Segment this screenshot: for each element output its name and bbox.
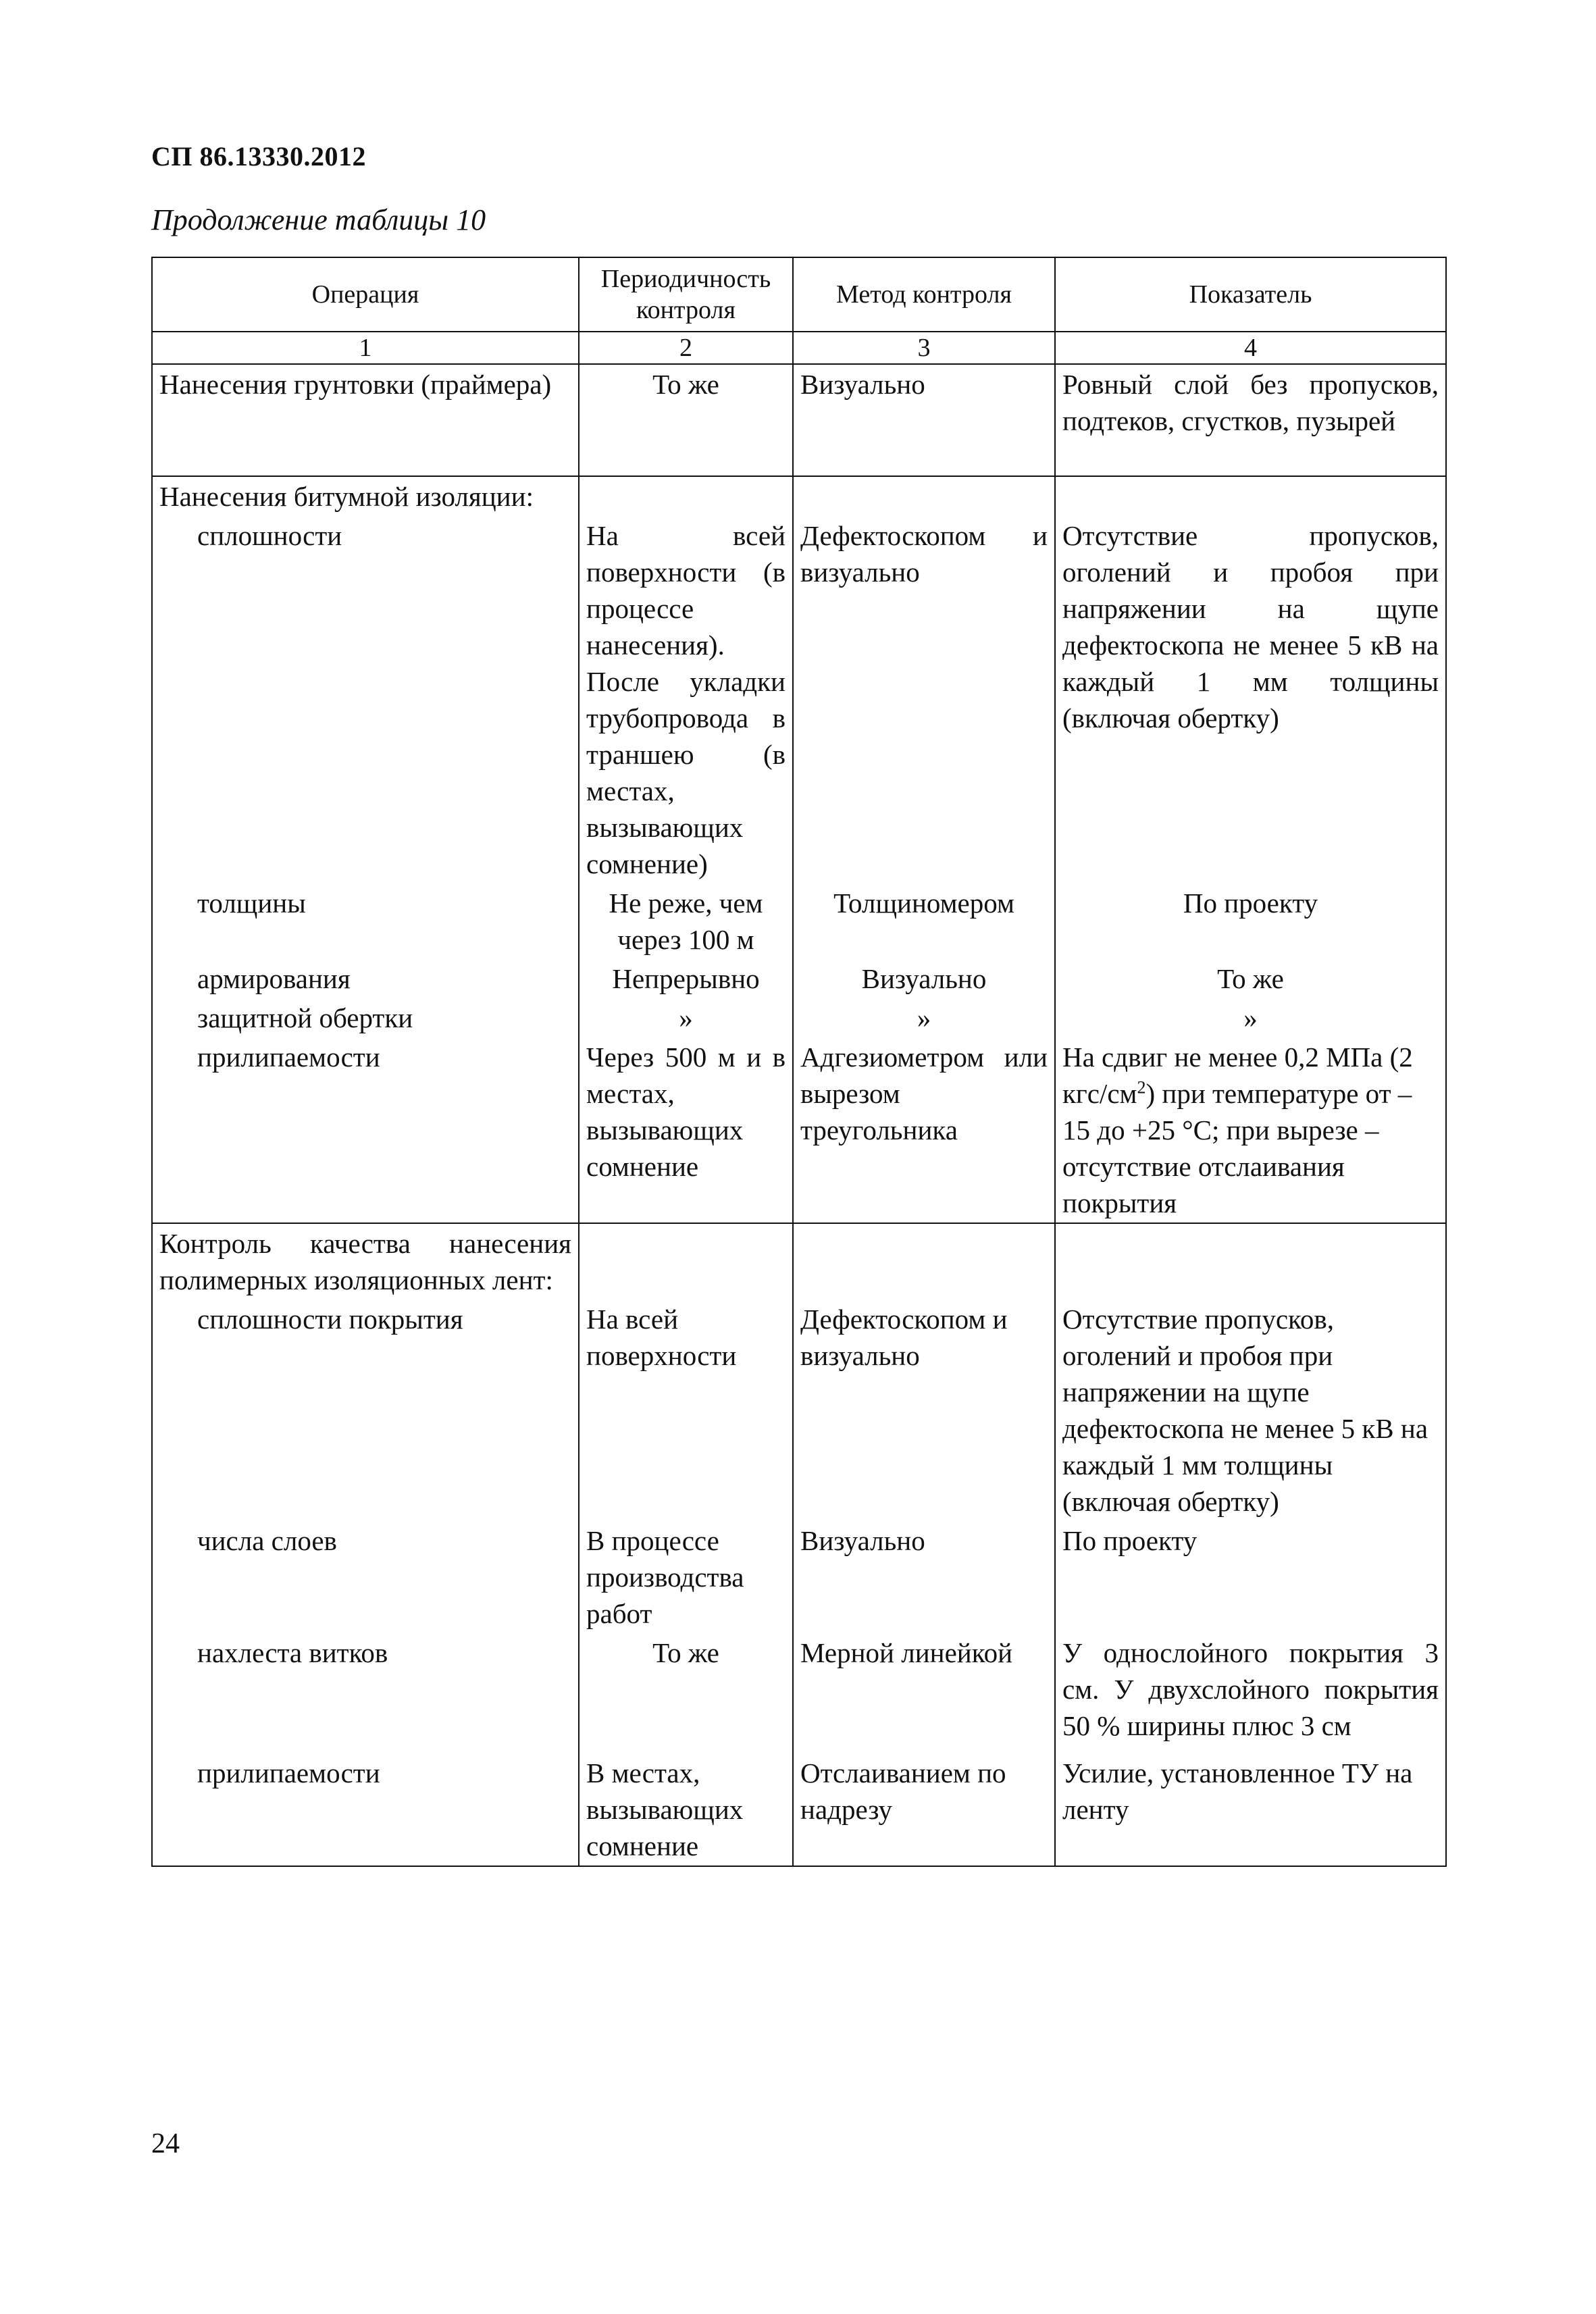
table-row bbox=[152, 516, 1446, 883]
column-header-period: Периодичность контроля bbox=[579, 257, 793, 332]
indicator-cell bbox=[1055, 1037, 1446, 1223]
indicator-cell: У однослойного покрытия 3 см. У двухслойного покрытия 50 % ширины плюс 3 см bbox=[1055, 1633, 1446, 1745]
table-row bbox=[152, 959, 1446, 998]
method-cell: Визуально bbox=[793, 1521, 1055, 1633]
indicator-text: ) при температуре от –15 до +25 °С; при вырезе – отсутствие отслаивания покрытия bbox=[1062, 1078, 1412, 1218]
table-row bbox=[152, 1521, 1446, 1633]
table-row bbox=[152, 1745, 1446, 1866]
operation-cell: Нанесения грунтовки (праймера) bbox=[152, 364, 579, 476]
table-group-title-row bbox=[152, 1223, 1446, 1300]
method-cell: Дефектоскопом и визуально bbox=[793, 516, 1055, 883]
empty-cell bbox=[1055, 476, 1446, 516]
period-cell: В процессе производства работ bbox=[579, 1521, 793, 1633]
table-caption: Продолжение таблицы 10 bbox=[151, 203, 486, 236]
method-cell: Толщиномером bbox=[793, 883, 1055, 959]
column-number: 2 bbox=[579, 332, 793, 364]
operation-cell: сплошности покрытия bbox=[152, 1300, 579, 1521]
period-cell: В местах, вызывающих сомнение bbox=[579, 1745, 793, 1866]
column-header-indicator: Показатель bbox=[1055, 257, 1446, 332]
empty-cell bbox=[793, 476, 1055, 516]
column-number: 3 bbox=[793, 332, 1055, 364]
group-title-cell: Нанесения битумной изоляции: bbox=[152, 476, 579, 516]
indicator-cell: Отсутствие пропусков, оголений и пробоя при напряжении на щупе дефектоскопа не менее 5 кВ на каждый 1 мм толщины (включая обертку) bbox=[1055, 1300, 1446, 1521]
period-cell: На всей поверхности bbox=[579, 1300, 793, 1521]
method-cell: Мерной линейкой bbox=[793, 1633, 1055, 1745]
indicator-cell: По проекту bbox=[1055, 1521, 1446, 1633]
empty-cell bbox=[793, 1223, 1055, 1300]
operation-cell: прилипаемости bbox=[152, 1745, 579, 1866]
method-cell: Дефектоскопом и визуально bbox=[793, 1300, 1055, 1521]
operation-cell: сплошности bbox=[152, 516, 579, 883]
document-code: СП 86.13330.2012 bbox=[151, 141, 366, 172]
empty-cell bbox=[579, 476, 793, 516]
method-cell: Адгезиометром или вырезом треугольника bbox=[793, 1037, 1055, 1223]
period-cell: То же bbox=[579, 364, 793, 476]
table-row bbox=[152, 883, 1446, 959]
table-row bbox=[152, 364, 1446, 476]
table-row bbox=[152, 1633, 1446, 1745]
method-cell: Визуально bbox=[793, 959, 1055, 998]
operation-cell: нахлеста витков bbox=[152, 1633, 579, 1745]
period-cell: Не реже, чем через 100 м bbox=[579, 883, 793, 959]
operation-cell: толщины bbox=[152, 883, 579, 959]
indicator-cell: » bbox=[1055, 998, 1446, 1037]
operation-cell: армирования bbox=[152, 959, 579, 998]
empty-cell bbox=[579, 1223, 793, 1300]
column-number: 4 bbox=[1055, 332, 1446, 364]
method-cell: Визуально bbox=[793, 364, 1055, 476]
method-cell: » bbox=[793, 998, 1055, 1037]
period-cell: На всей поверхности (в процессе нанесения). После укладки трубопровода в траншею (в местах, вызывающих сомнение) bbox=[579, 516, 793, 883]
operation-cell: числа слоев bbox=[152, 1521, 579, 1633]
superscript: 2 bbox=[1137, 1077, 1146, 1098]
indicator-cell: По проекту bbox=[1055, 883, 1446, 959]
period-cell: » bbox=[579, 998, 793, 1037]
control-table bbox=[151, 257, 1447, 1867]
indicator-text: На сдвиг не менее 0,2 МПа (2 кгс/см bbox=[1062, 1042, 1413, 1109]
period-cell: Через 500 м и в местах, вызывающих сомнение bbox=[579, 1037, 793, 1223]
indicator-cell: То же bbox=[1055, 959, 1446, 998]
table-header-row bbox=[152, 257, 1446, 332]
operation-cell: защитной обертки bbox=[152, 998, 579, 1037]
table-row bbox=[152, 1037, 1446, 1223]
table-group-title-row bbox=[152, 476, 1446, 516]
page-number: 24 bbox=[151, 2128, 180, 2159]
group-title-cell: Контроль качества нанесения полимерных изоляционных лент: bbox=[152, 1223, 579, 1300]
table-row bbox=[152, 998, 1446, 1037]
method-cell: Отслаиванием по надрезу bbox=[793, 1745, 1055, 1866]
period-cell: Непрерывно bbox=[579, 959, 793, 998]
indicator-cell: Ровный слой без пропусков, подтеков, сгустков, пузырей bbox=[1055, 364, 1446, 476]
indicator-cell: Отсутствие пропусков, оголений и пробоя при напряжении на щупе дефектоскопа не менее 5 кВ на каждый 1 мм толщины (включая обертку) bbox=[1055, 516, 1446, 883]
operation-cell: прилипаемости bbox=[152, 1037, 579, 1223]
column-number: 1 bbox=[152, 332, 579, 364]
indicator-cell: Усилие, установленное ТУ на ленту bbox=[1055, 1745, 1446, 1866]
empty-cell bbox=[1055, 1223, 1446, 1300]
column-number-row bbox=[152, 332, 1446, 364]
column-header-operation: Операция bbox=[152, 257, 579, 332]
period-cell: То же bbox=[579, 1633, 793, 1745]
table-row bbox=[152, 1300, 1446, 1521]
column-header-method: Метод контроля bbox=[793, 257, 1055, 332]
